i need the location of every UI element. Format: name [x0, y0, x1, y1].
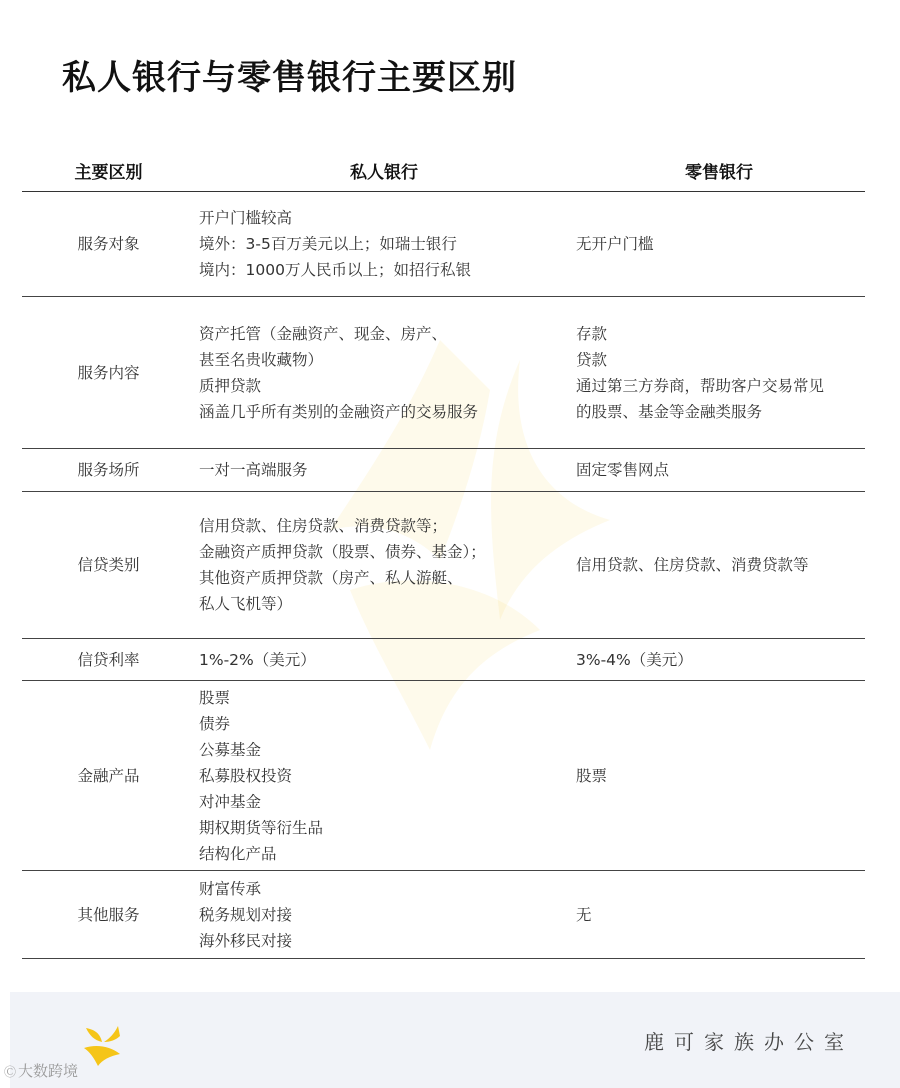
cell-line: 无开户门槛: [576, 235, 654, 253]
retail-bank-cell: [573, 639, 865, 681]
private-bank-cell: [195, 681, 573, 871]
cell-line: 股票: [199, 688, 231, 707]
retail-bank-cell: [573, 871, 865, 959]
table-row: [22, 492, 865, 639]
private-bank-cell: [195, 192, 573, 297]
row-label: 其他服务: [22, 871, 195, 959]
cell-line: 甚至名贵收藏物）: [199, 350, 324, 369]
table-row: [22, 449, 865, 492]
cell-line: 对冲基金: [199, 792, 262, 811]
cell-line: 贷款: [576, 350, 608, 369]
cell-line: 1%-2%（美元）: [199, 650, 316, 669]
row-label: 信贷利率: [22, 639, 195, 681]
cell-line: 质押贷款: [199, 376, 262, 395]
cell-line: 境内：1000万人民币以上；如招行私银: [199, 261, 471, 279]
header-private-bank: 私人银行: [195, 150, 573, 192]
cell-line: 金融资产质押贷款（股票、债券、基金）；: [199, 543, 486, 561]
cell-line: 其他资产质押贷款（房产、私人游艇、: [199, 569, 463, 587]
cell-line: 的股票、基金等金融类服务: [576, 402, 763, 421]
table-header-row: [22, 150, 865, 192]
cell-line: 债券: [199, 714, 231, 733]
cell-line: 海外移民对接: [199, 931, 293, 950]
cell-line: 境外：3-5百万美元以上；如瑞士银行: [199, 235, 457, 253]
row-label: 服务内容: [22, 297, 195, 449]
cell-line: 公募基金: [199, 740, 262, 759]
cell-line: 财富传承: [199, 879, 262, 898]
row-label: 服务场所: [22, 449, 195, 492]
retail-bank-cell: [573, 449, 865, 492]
table-row: [22, 681, 865, 871]
row-label: 金融产品: [22, 681, 195, 871]
table-row: [22, 871, 865, 959]
cell-line: 结构化产品: [199, 844, 277, 863]
copyright-icon: Ⓒ: [4, 1065, 17, 1079]
cell-line: 私募股权投资: [199, 766, 293, 785]
cell-line: 信用贷款、住房贷款、消费贷款等: [576, 556, 809, 574]
cell-line: 存款: [576, 324, 608, 343]
cell-line: 期权期货等衍生品: [199, 818, 324, 837]
row-label: 信贷类别: [22, 492, 195, 639]
footer-org-name: 鹿可家族办公室: [644, 1030, 854, 1054]
brand-logo-icon: [80, 1022, 126, 1068]
cell-line: 信用贷款、住房贷款、消费贷款等；: [199, 517, 448, 535]
cell-line: 涵盖几乎所有类别的金融资产的交易服务: [199, 402, 479, 421]
table-row: [22, 639, 865, 681]
cell-line: 无: [576, 905, 592, 924]
source-label: 大数跨境: [18, 1062, 79, 1080]
private-bank-cell: [195, 297, 573, 449]
comparison-table: [22, 150, 865, 959]
cell-line: 税务规划对接: [199, 905, 293, 924]
cell-line: 3%-4%（美元）: [576, 650, 693, 669]
private-bank-cell: [195, 871, 573, 959]
cell-line: 固定零售网点: [576, 461, 670, 479]
table-row: [22, 297, 865, 449]
cell-line: 一对一高端服务: [199, 461, 308, 479]
private-bank-cell: [195, 639, 573, 681]
table-row: [22, 192, 865, 297]
header-criterion: 主要区别: [22, 150, 195, 192]
retail-bank-cell: [573, 492, 865, 639]
footer-bar: [10, 992, 900, 1088]
page-title: 私人银行与零售银行主要区别: [62, 58, 517, 98]
retail-bank-cell: [573, 297, 865, 449]
header-retail-bank: 零售银行: [573, 150, 865, 192]
cell-line: 资产托管（金融资产、现金、房产、: [199, 324, 448, 343]
row-label: 服务对象: [22, 192, 195, 297]
cell-line: 开户门槛较高: [199, 209, 293, 227]
private-bank-cell: [195, 449, 573, 492]
retail-bank-cell: [573, 192, 865, 297]
private-bank-cell: [195, 492, 573, 639]
source-watermark: [4, 1060, 78, 1081]
cell-line: 通过第三方券商，帮助客户交易常见: [576, 376, 825, 395]
cell-line: 私人飞机等）: [199, 595, 293, 613]
cell-line: 股票: [576, 766, 608, 785]
retail-bank-cell: [573, 681, 865, 871]
